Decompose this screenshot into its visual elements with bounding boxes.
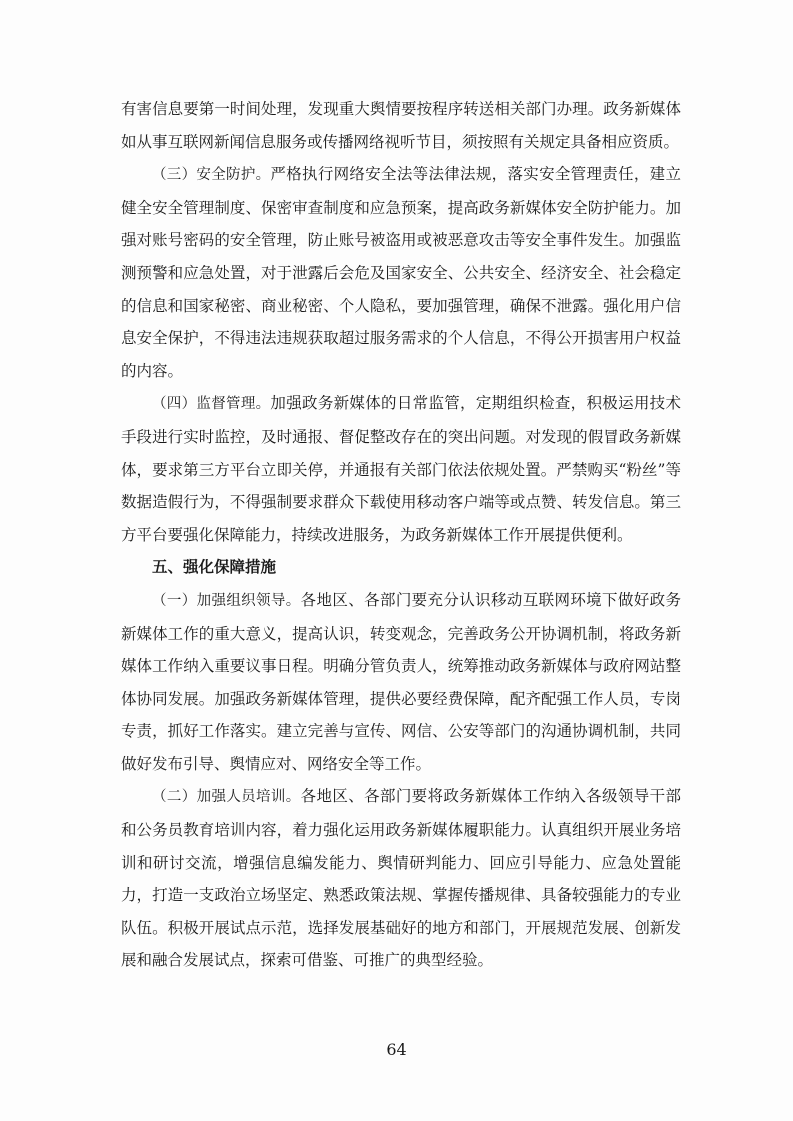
paragraph-lead: （二）加强人员培训。 [152, 789, 301, 806]
paragraph-organization [121, 584, 681, 781]
document-body [121, 93, 681, 977]
paragraph-text: 严格执行网络安全法等法律法规，落实安全管理责任，建立健全安全管理制度、保密审查制度和应急预案，提高政务新媒体安全防护能力。加强对账号密码的安全管理，防止账号被盗用或被恶意攻击等安全事件发生。加强监测预警和应急处置，对于泄露后会危及国家安全、公共安全、经济安全、社会稳定的信息和国家秘密、商业秘密、个人隐私，要加强管理，确保不泄露。强化用户信息安全保护，不得违法违规获取超过服务需求的个人信息，不得公开损害用户权益的内容。 [121, 165, 681, 380]
paragraph-security [121, 158, 681, 387]
paragraph-text: 各地区、各部门要将政务新媒体工作纳入各级领导干部和公务员教育培训内容，着力强化运用政务新媒体履职能力。认真组织开展业务培训和研讨交流，增强信息编发能力、舆情研判能力、回应引导能力、应急处置能力，打造一支政治立场坚定、熟悉政策法规、掌握传播规律、具备较强能力的专业队伍。积极开展试点示范，选择发展基础好的地方和部门，开展规范发展、创新发展和融合发展试点，探索可借鉴、可推广的典型经验。 [121, 787, 681, 970]
page-number: 64 [386, 1040, 407, 1059]
section-heading: 五、强化保障措施 [152, 558, 277, 577]
paragraph-text: 加强政务新媒体的日常监管，定期组织检查，积极运用技术手段进行实时监控，及时通报、督促整改存在的突出问题。对发现的假冒政务新媒体，要求第三方平台立即关停，并通报有关部门依法依规处置。严禁购买“粉丝”等数据造假行为，不得强制要求群众下载使用移动客户端等或点赞、转发信息。第三方平台要强化保障能力，持续改进服务，为政务新媒体工作开展提供便利。 [121, 394, 681, 544]
paragraph-training [121, 780, 681, 977]
paragraph-lead: （一）加强组织领导。 [152, 592, 301, 609]
paragraph-continuation [121, 93, 681, 158]
paragraph-supervision [121, 387, 681, 551]
paragraph-lead: （四）监督管理。 [152, 396, 271, 413]
paragraph-text: 各地区、各部门要充分认识移动互联网环境下做好政务新媒体工作的重大意义，提高认识，转变观念，完善政务公开协调机制，将政务新媒体工作纳入重要议事日程。明确分管负责人，统筹推动政务新媒体与政府网站整体协同发展。加强政务新媒体管理，提供必要经费保障，配齐配强工作人员，专岗专责，抓好工作落实。建立完善与宣传、网信、公安等部门的沟通协调机制，共同做好发布引导、舆情应对、网络安全等工作。 [121, 590, 681, 773]
paragraph-text: 有害信息要第一时间处理，发现重大舆情要按程序转送相关部门办理。政务新媒体如从事互联网新闻信息服务或传播网络视听节目，须按照有关规定具备相应资质。 [121, 100, 681, 151]
paragraph-lead: （三）安全防护。 [152, 167, 271, 184]
